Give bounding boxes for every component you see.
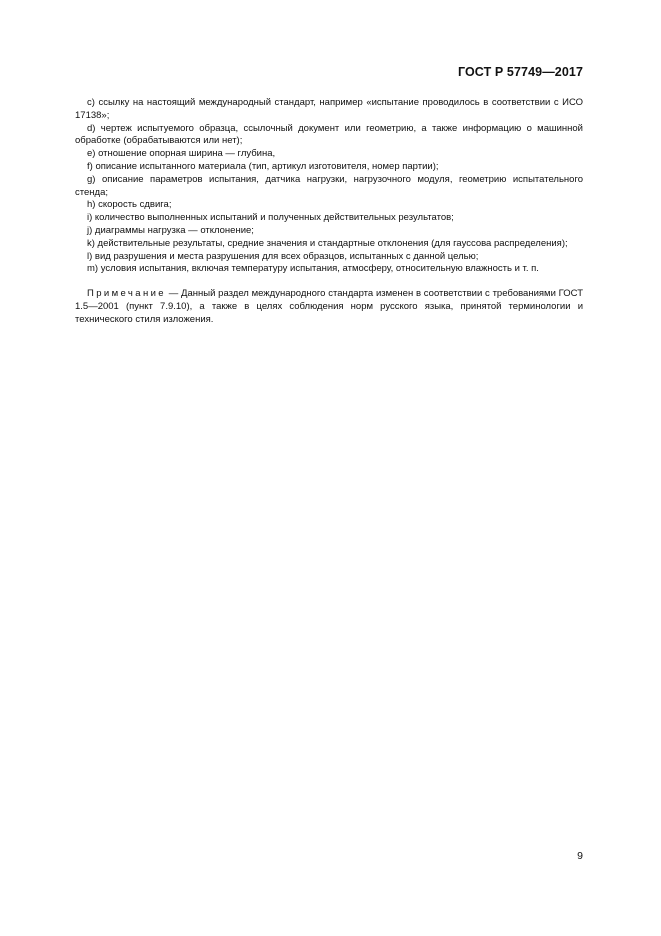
- list-item-f: f) описание испытанного материала (тип, артикул изготовителя, номер партии);: [87, 160, 439, 172]
- report-contents-list: [75, 97, 583, 327]
- list-item-k: k) действительные результаты, средние значения и стандартные отклонения (для гауссова распределения);: [87, 237, 568, 249]
- list-item-j: j) диаграммы нагрузка — отклонение;: [87, 224, 254, 236]
- note-paragraph: [75, 288, 583, 326]
- list-item-g: g) описание параметров испытания, датчика нагрузки, нагрузочного модуля, геометрию испытательного стенда;: [75, 173, 583, 198]
- list-item-m: m) условия испытания, включая температуру испытания, атмосферу, относительную влажность и т. п.: [87, 263, 539, 275]
- note-text: — Данный раздел международного стандарта изменен в соответствии с требованиями ГОСТ 1.5—2001 (пункт 7.9.10), а также в целях соблюдения норм русского языка, принятой терминологии и технического стиля изложения.: [75, 288, 583, 325]
- list-item-e: е) отношение опорная ширина — глубина,: [87, 148, 276, 160]
- list-item-c: с) ссылку на настоящий международный стандарт, например «испытание проводилось в соответствии с ИСО 17138»;: [75, 97, 583, 121]
- list-item-d: d) чертеж испытуемого образца, ссылочный документ или геометрию, а также информацию о машинной обработке (обрабатываются или нет);: [75, 122, 583, 147]
- list-item-i: i) количество выполненных испытаний и полученных действительных результатов;: [87, 212, 454, 224]
- note-label: Примечание: [87, 288, 166, 300]
- list-item-h: h) скорость сдвига;: [87, 199, 172, 211]
- document-code-header: ГОСТ Р 57749—2017: [457, 65, 583, 79]
- page-number: 9: [577, 850, 583, 862]
- list-item-l: l) вид разрушения и места разрушения для всех образцов, испытанных с данной целью;: [87, 250, 479, 262]
